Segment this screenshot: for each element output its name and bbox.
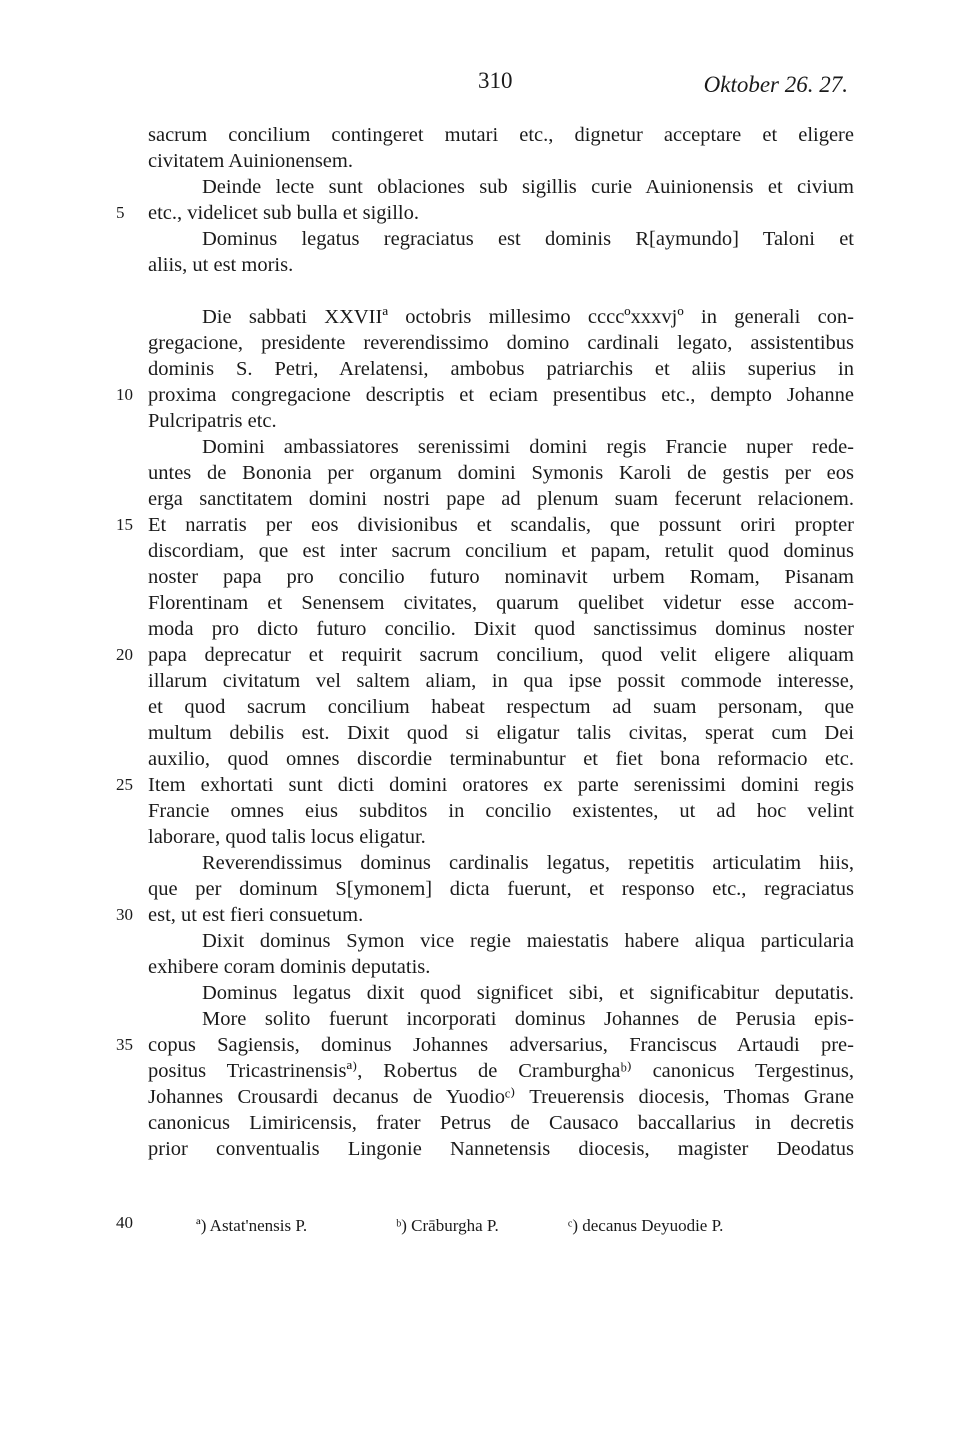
margin-line-number: 15 [116,515,133,534]
running-head: Oktober 26. 27. [703,72,848,97]
text-line: positus Tricastrinensisª⁾, Robertus de Cramburghaᵇ⁾ canonicus Tergestinus, [148,1060,854,1082]
text-line: civitatem Auinionensem. [148,150,353,172]
text-line: Reverendissimus dominus cardinalis legatus, repetitis articulatim hiis, [202,852,854,874]
text-line: Francie omnes eius subditos in concilio existentes, ut ad hoc velint [148,800,854,822]
text-line: est, ut est fieri consuetum. [148,904,364,926]
text-line: moda pro dicto futuro concilio. Dixit quod sanctissimus dominus noster [148,618,854,640]
margin-line-number: 20 [116,645,133,664]
text-line: Dixit dominus Symon vice regie maiestatis habere aliqua particularia [202,930,854,952]
text-line: Domini ambassiatores serenissimi domini regis Francie nuper rede- [202,436,854,458]
text-line: copus Sagiensis, dominus Johannes adversarius, Franciscus Artaudi pre- [148,1034,854,1056]
footnote-line-number: 40 [116,1213,133,1232]
text-line: Dominus legatus dixit quod significet sibi, et significabitur deputatis. [202,982,854,1004]
text-line: discordiam, que est inter sacrum concilium et papam, retulit quod dominus [148,540,854,562]
footnote: ª) Astat'nensis P. [196,1216,308,1235]
margin-line-number: 25 [116,775,133,794]
text-line: aliis, ut est moris. [148,254,294,276]
text-line: Johannes Crousardi decanus de Yuodioᶜ⁾ Treuerensis diocesis, Thomas Grane [148,1086,854,1108]
body-text [148,122,854,1162]
margin-line-number: 35 [116,1035,133,1054]
text-line: Et narratis per eos divisionibus et scandalis, que possunt oriri propter [148,514,854,536]
text-line: sacrum concilium contingeret mutari etc., dignetur acceptare et eligere [148,124,854,146]
text-line: erga sanctitatem domini nostri pape ad plenum suam fecerunt relacionem. [148,488,854,510]
text-line: untes de Bononia per organum domini Symonis Karoli de gestis per eos [148,462,854,484]
page-number: 310 [478,68,513,93]
text-line: illarum civitatum vel saltem aliam, in qua ipse possit commode interesse, [148,670,854,692]
text-line: papa deprecatur et requirit sacrum concilium, quod velit eligere aliquam [148,644,854,666]
text-line: Item exhortati sunt dicti domini oratores ex parte serenissimi domini regis [148,774,854,796]
paragraph-gap [148,278,854,304]
margin-line-number: 5 [116,203,125,222]
text-line: Florentinam et Senensem civitates, quarum quelibet videtur esse accom- [148,592,854,614]
margin-line-number: 30 [116,905,133,924]
text-line: exhibere coram dominis deputatis. [148,956,431,978]
text-line: prior conventualis Lingonie Nannetensis diocesis, magister Deodatus [148,1138,854,1160]
text-line: etc., videlicet sub bulla et sigillo. [148,202,419,224]
text-line: que per dominum S[ymonem] dicta fuerunt, et responso etc., regraciatus [148,878,854,900]
text-line: More solito fuerunt incorporati dominus Johannes de Perusia epis- [202,1008,854,1030]
text-line: et quod sacrum concilium habeat respectum ad suam personam, que [148,696,854,718]
text-line: canonicus Limiricensis, frater Petrus de Causaco baccallarius in decretis [148,1112,854,1134]
footnote: ᵇ) Crāburgha P. [396,1216,499,1235]
text-line: gregacione, presidente reverendissimo domino cardinali legato, assistentibus [148,332,854,354]
text-line: proxima congregacione descriptis et eciam presentibus etc., dempto Johanne [148,384,854,406]
text-line: dominis S. Petri, Arelatensi, ambobus patriarchis et aliis superius in [148,358,854,380]
text-line: Dominus legatus regraciatus est dominis R[aymundo] Taloni et [202,228,854,250]
text-line: Deinde lecte sunt oblaciones sub sigillis curie Auinionensis et civium [202,176,854,198]
text-line: Pulcripatris etc. [148,410,277,432]
footnote: ᶜ) decanus Deyuodie P. [568,1216,724,1235]
text-line: laborare, quod talis locus eligatur. [148,826,426,848]
text-line: Die sabbati XXVIIª octobris millesimo ccccºxxxvjº in generali con- [202,306,854,328]
text-line: noster papa pro concilio futuro nominavit urbem Romam, Pisanam [148,566,854,588]
margin-line-number: 10 [116,385,133,404]
text-line: multum debilis est. Dixit quod si eligatur talis civitas, sperat cum Dei [148,722,854,744]
text-line: auxilio, quod omnes discordie terminabuntur et fiet bona reformacio etc. [148,748,854,770]
